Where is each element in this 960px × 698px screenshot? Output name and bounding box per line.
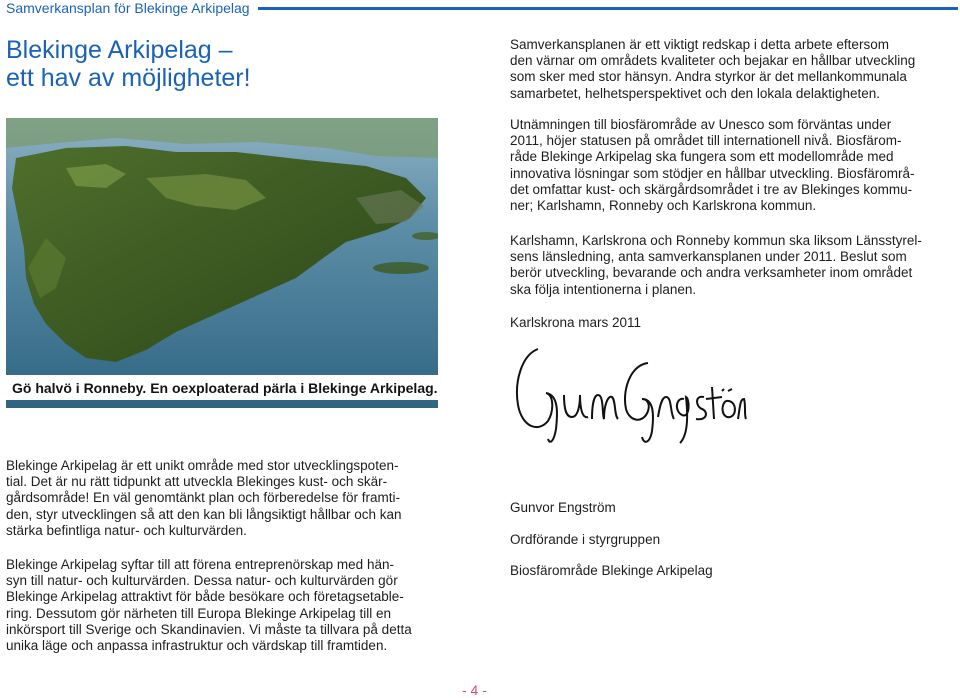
signature-art [508, 335, 748, 450]
text-line: gårdsområde! En väl genomtänkt plan och förberedelse för framti- [6, 490, 400, 506]
text-line: den värnar om områdets kvaliteter och bejakar en hållbar utveckling [510, 53, 916, 69]
aerial-photo-art [6, 118, 438, 408]
text-line: stärka befintliga natur- och kulturvärden. [6, 522, 247, 538]
dateline: Karlskrona mars 2011 [510, 315, 642, 330]
page-number: - 4 - [462, 682, 487, 698]
right-paragraph-2 [510, 117, 958, 214]
title-line: Blekinge Arkipelag – [6, 36, 233, 64]
title-line: ett hav av möjligheter! [6, 64, 251, 92]
text-line: ska följa intentionerna i planen. [510, 281, 697, 297]
signer-role: Ordförande i styrgruppen [510, 532, 661, 547]
text-line: det omfattar kust- och skärgårdsområdet i tre av Blekinges kommu- [510, 181, 913, 197]
text-line: råde Blekinge Arkipelag ska fungera som ett modellområde med [510, 149, 894, 165]
photo-caption: Gö halvö i Ronneby. En oexploaterad pärla i Blekinge Arkipelag. [12, 380, 438, 396]
handwritten-signature [508, 335, 748, 450]
text-line: Utnämningen till biosfärområde av Unesco som förväntas under [510, 117, 892, 132]
aerial-photo [6, 118, 438, 408]
text-line: berör utveckling, bevarande och andra verksamheter inom området [510, 265, 913, 281]
text-line: tial. Det är nu rätt tidpunkt att utveckla Blekinges kust- och skär- [6, 474, 388, 490]
right-paragraph-3 [510, 233, 958, 298]
text-line: sens länsledning, anta samverkansplanen under 2011. Beslut som [510, 249, 907, 265]
signer-name: Gunvor Engström [510, 500, 616, 515]
text-line: ring. Dessutom gör närheten till Europa Blekinge Arkipelag till en [6, 605, 391, 621]
text-line: ner; Karlshamn, Ronneby och Karlskrona kommun. [510, 198, 817, 214]
text-line: innovativa lösningar som stödjer en hållbar utveckling. Biosfärområ- [510, 165, 915, 181]
text-line: som sker med stor hänsyn. Andra styrkor är det mellankommunala [510, 69, 907, 85]
text-line: samarbetet, helhetsperspektivet och den lokala delaktigheten. [510, 85, 880, 101]
header-rule [258, 7, 958, 10]
text-line: syn till natur- och kulturvärden. Dessa natur- och kulturvärden gör [6, 573, 398, 589]
left-paragraph-1 [6, 458, 454, 539]
text-line: den, styr utvecklingen så att den kan bli långsiktigt hållbar och kan [6, 506, 402, 522]
text-line: 2011, höjer statusen på området till internationell nivå. Biosfärom- [510, 133, 902, 149]
text-line: Blekinge Arkipelag syftar till att förena entreprenörskap med hän- [6, 557, 394, 572]
text-line: unika läge och anpassa infrastruktur och värdskap till framtiden. [6, 638, 388, 654]
text-line: inkörsport till Sverige och Skandinavien. Vi måste ta tillvara på detta [6, 621, 412, 637]
header-label: Samverkansplan för Blekinge Arkipelag [6, 0, 250, 16]
left-paragraph-2 [6, 557, 454, 654]
right-paragraph-1 [510, 37, 958, 102]
text-line: Blekinge Arkipelag attraktivt för både besökare och företagsetable- [6, 589, 404, 605]
signer-organization: Biosfärområde Blekinge Arkipelag [510, 563, 713, 578]
text-line: Samverkansplanen är ett viktigt redskap i detta arbete eftersom [510, 37, 889, 52]
text-line: Blekinge Arkipelag är ett unikt område med stor utvecklingspoten- [6, 458, 399, 473]
page-title [6, 36, 266, 92]
text-line: Karlshamn, Karlskrona och Ronneby kommun ska liksom Länsstyrel- [510, 233, 922, 248]
